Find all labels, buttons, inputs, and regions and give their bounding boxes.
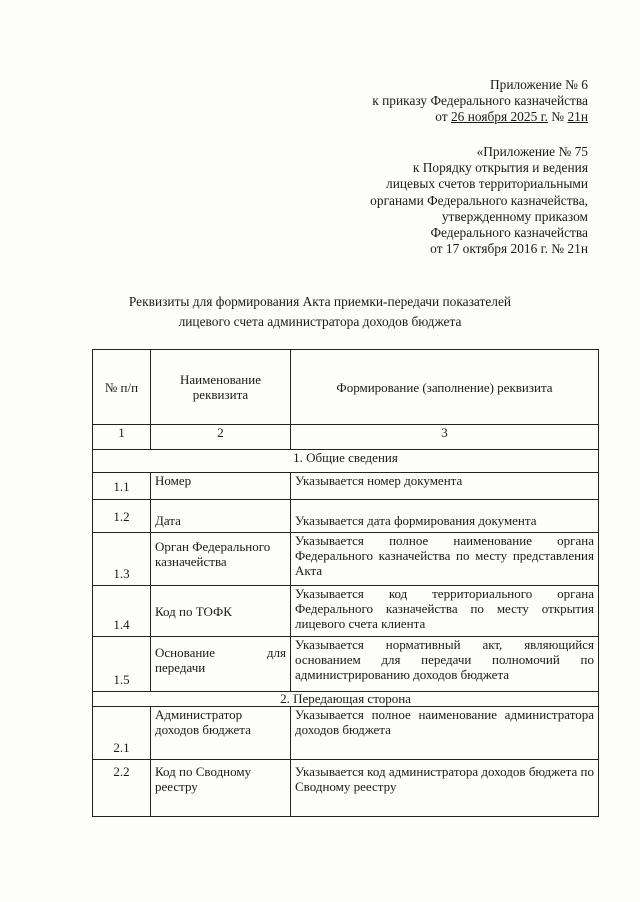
- row-number: 2.1: [93, 707, 151, 760]
- column-number: 1: [93, 425, 151, 450]
- table-row: [93, 707, 599, 760]
- row-name: Администратор доходов бюджета: [151, 707, 291, 760]
- row-desc: Указывается код территориального органа Федерального казначейства по месту открытия лицевого счета клиента: [291, 586, 599, 637]
- order-number: 21н: [567, 109, 588, 125]
- section-title: 1. Общие сведения: [93, 450, 599, 473]
- section-title: 2. Передающая сторона: [93, 692, 599, 707]
- appendix-header: [372, 77, 588, 126]
- row-desc: Указывается дата формирования документа: [291, 500, 599, 533]
- row-name: Основание для передачи: [151, 637, 291, 692]
- header-line: «Приложение № 75: [476, 144, 588, 159]
- header-line: утвержденному приказом: [441, 208, 588, 224]
- section-row: [93, 692, 599, 707]
- table-row: [93, 533, 599, 586]
- row-name: Код по ТОФК: [151, 586, 291, 637]
- header-cell-fill: Формирование (заполнение) реквизита: [291, 350, 599, 425]
- row-number: 1.1: [93, 473, 151, 500]
- row-desc: Указывается код администратора доходов бюджета по Сводному реестру: [291, 760, 599, 817]
- header-line: органами Федерального казначейства,: [370, 192, 588, 208]
- row-number: 2.2: [93, 760, 151, 817]
- row-number: 1.4: [93, 586, 151, 637]
- row-desc: Указывается полное наименование органа Федерального казначейства по месту представления Акта: [291, 533, 599, 586]
- header-line: от 17 октября 2016 г. № 21н: [430, 241, 588, 257]
- order-reference: к приказу Федерального казначейства: [372, 93, 588, 109]
- column-number-row: [93, 425, 599, 450]
- row-number: 1.5: [93, 637, 151, 692]
- table-header-row: [93, 350, 599, 425]
- row-name: Код по Сводному реестру: [151, 760, 291, 817]
- row-desc: Указывается номер документа: [291, 473, 599, 500]
- order-date-line: от 26 ноября 2025 г. № 21н: [435, 109, 588, 125]
- header-line: к Порядку открытия и ведения: [412, 160, 588, 176]
- table-row: [93, 586, 599, 637]
- column-number: 2: [151, 425, 291, 450]
- row-number: 1.3: [93, 533, 151, 586]
- header-line: Федерального казначейства: [430, 225, 588, 241]
- document-title: Реквизиты для формирования Акта приемки-передачи показателей лицевого счета администратора доходов бюджета: [128, 294, 512, 329]
- row-name: Орган Федерального казначейства: [151, 533, 291, 586]
- row-desc: Указывается нормативный акт, являющийся основанием для передачи полномочий по администрированию доходов бюджета: [291, 637, 599, 692]
- requisites-table: [92, 349, 599, 817]
- header-line: лицевых счетов территориальными: [386, 176, 588, 192]
- table-row: [93, 500, 599, 533]
- row-name: Номер: [151, 473, 291, 500]
- row-name: Дата: [151, 500, 291, 533]
- table-row: [93, 637, 599, 692]
- section-row: [93, 450, 599, 473]
- header-cell-name: Наименование реквизита: [151, 350, 291, 425]
- table-row: [93, 473, 599, 500]
- order-date: 26 ноября 2025 г.: [450, 109, 548, 125]
- row-number: 1.2: [93, 500, 151, 533]
- original-appendix-header: [370, 144, 588, 257]
- appendix-number: Приложение № 6: [489, 77, 588, 92]
- table-row: [93, 760, 599, 817]
- row-desc: Указывается полное наименование администратора доходов бюджета: [291, 707, 599, 760]
- column-number: 3: [291, 425, 599, 450]
- header-cell-number: № п/п: [93, 350, 151, 425]
